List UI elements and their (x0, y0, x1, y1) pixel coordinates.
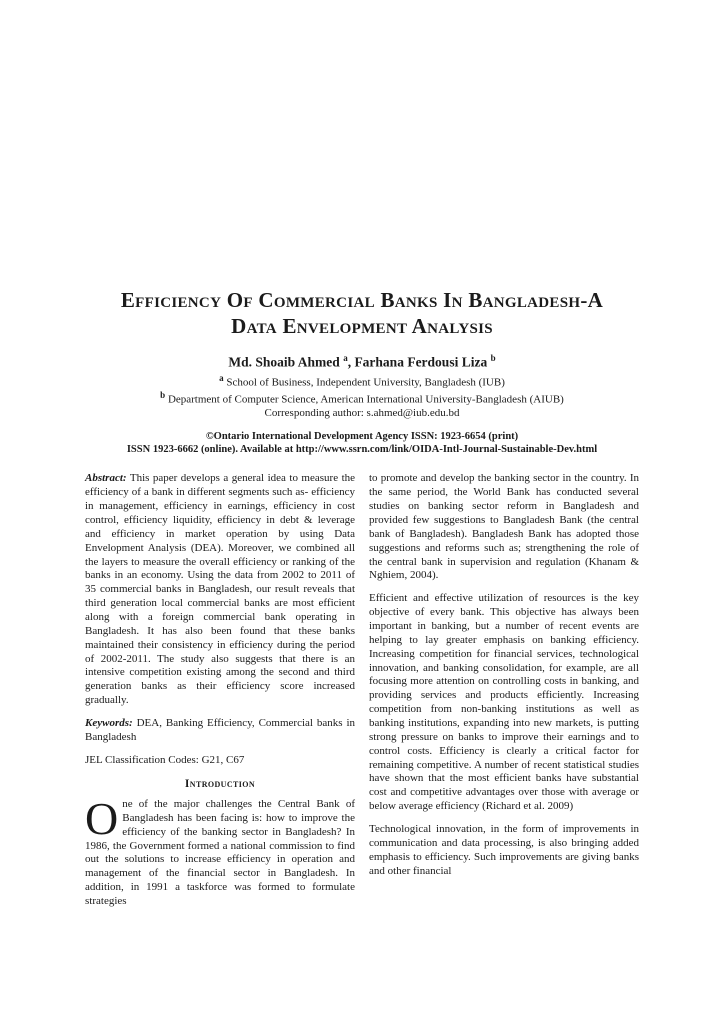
paper-title (85, 287, 639, 339)
copyright-issn-block (85, 430, 639, 456)
keywords-text: DEA, Banking Efficiency, Commercial banks in Bangladesh (85, 716, 356, 743)
page-content (85, 0, 639, 918)
jel-classification-line: JEL Classification Codes: G21, C67 (85, 753, 245, 766)
copyright-line1: ©Ontario International Development Agency ISSN: 1923-6654 (print) (205, 431, 519, 443)
abstract-label: Abstract: (85, 472, 127, 485)
body-paragraph-3: Technological innovation, in the form of improvements in communication and data processing, is also bringing added emphasis to efficiency. Such improvements are giving banks and other financial (369, 822, 639, 877)
keywords-label: Keywords: (85, 716, 133, 729)
left-column (85, 472, 355, 918)
author2-name: Farhana Ferdousi Liza (354, 354, 488, 370)
author2-superscript: b (490, 353, 496, 364)
two-column-body (85, 472, 639, 918)
keywords-paragraph (85, 717, 355, 745)
author1-name: Md. Shoaib Ahmed (228, 354, 340, 370)
affiliation-a-superscript: a (219, 372, 224, 383)
abstract-paragraph (85, 472, 355, 708)
corresponding-author-line: Corresponding author: s.ahmed@iub.edu.bd (264, 406, 460, 419)
introduction-paragraph (85, 793, 355, 909)
author1-superscript: a (343, 353, 348, 364)
paper-title-line1: Efficiency Of Commercial Banks In Bangladesh-A (120, 288, 604, 312)
affiliation-b-superscript: b (160, 389, 166, 400)
right-column (369, 472, 639, 918)
affiliation-a-text: School of Business, Independent University, Bangladesh (IUB) (226, 376, 505, 389)
affiliation-b-text: Department of Computer Science, American International University-Bangladesh (AIUB) (167, 393, 564, 406)
copyright-line2: ISSN 1923-6662 (online). Available at http://www.ssrn.com/link/OIDA-Intl-Journal-Sustainable-Dev.html (126, 444, 598, 456)
affiliation-b (85, 390, 639, 407)
drop-cap: O (85, 793, 119, 845)
author-separator: , (347, 354, 355, 370)
abstract-text: This paper develops a general idea to measure the efficiency of a bank in different segments such as- efficiency in management, efficiency in earnings, efficiency in cost control, efficiency liquidity, efficiency in debt & leverage and efficiency in market operation by using Data Envelopment Analysis (DEA). Moreover, we combined all the layers to measure the overall efficiency or ranking of the banks in an economy. Using the data from 2002 to 2011 of 35 commercial banks in Bangladesh, our result reveals that third generation local commercial banks are most efficient along with a foreign commercial bank operating in Bangladesh. It has also been found that these banks maintained their consistency in efficiency during the period of 2002-2011. The study also suggests that there is an intensive competition existing among the second and third generation banks as their efficiency score increased gradually. (85, 472, 356, 707)
author-line (85, 353, 639, 371)
introduction-heading: Introduction (184, 777, 256, 790)
paper-title-line2: Data Envelopment Analysis (231, 314, 493, 339)
body-paragraph-1: to promote and develop the banking sector in the country. In the same period, the World Bank has conducted several studies on banking sector reform in Bangladesh and provided few suggestions to Bangladesh Bank (the central bank of Bangladesh). Bangladesh Bank has adopted those suggestions and reforms such as; strengthening the role of the central bank in supervision and regulation (Khanam & Nghiem, 2004). (369, 472, 639, 582)
introduction-text: ne of the major challenges the Central Bank of Bangladesh has been facing is: how to improve the efficiency of the banking sector in Bangladesh? In 1986, the Government formed a national commission to find out the solutions to increase efficiency in operation and management of the financial sector in Bangladesh. In addition, in 1991 a taskforce was formed to formulate strategies (85, 798, 355, 908)
body-paragraph-2: Efficient and effective utilization of resources is the key objective of every bank. This objective has always been important in banking, but a number of recent events are helping to lay greater emphasis on banking efficiency. Increasing competition for financial services, technological innovation, and banking consolidation, for example, are all focusing more attention on controlling costs in banking, and providing services and products efficiently. Increasing competition from non-banking institutions as well as banking institutions, expanding into new markets, is putting strong pressure on banks to improve their earnings and to control costs. Efficiency is clearly a critical factor for remaining competitive. A number of recent statistical studies have shown that the most efficient banks have substantial cost and competitive advantages over those with average or below average efficiency (Richard et al. 2009) (369, 592, 639, 813)
affiliation-a (85, 373, 639, 390)
